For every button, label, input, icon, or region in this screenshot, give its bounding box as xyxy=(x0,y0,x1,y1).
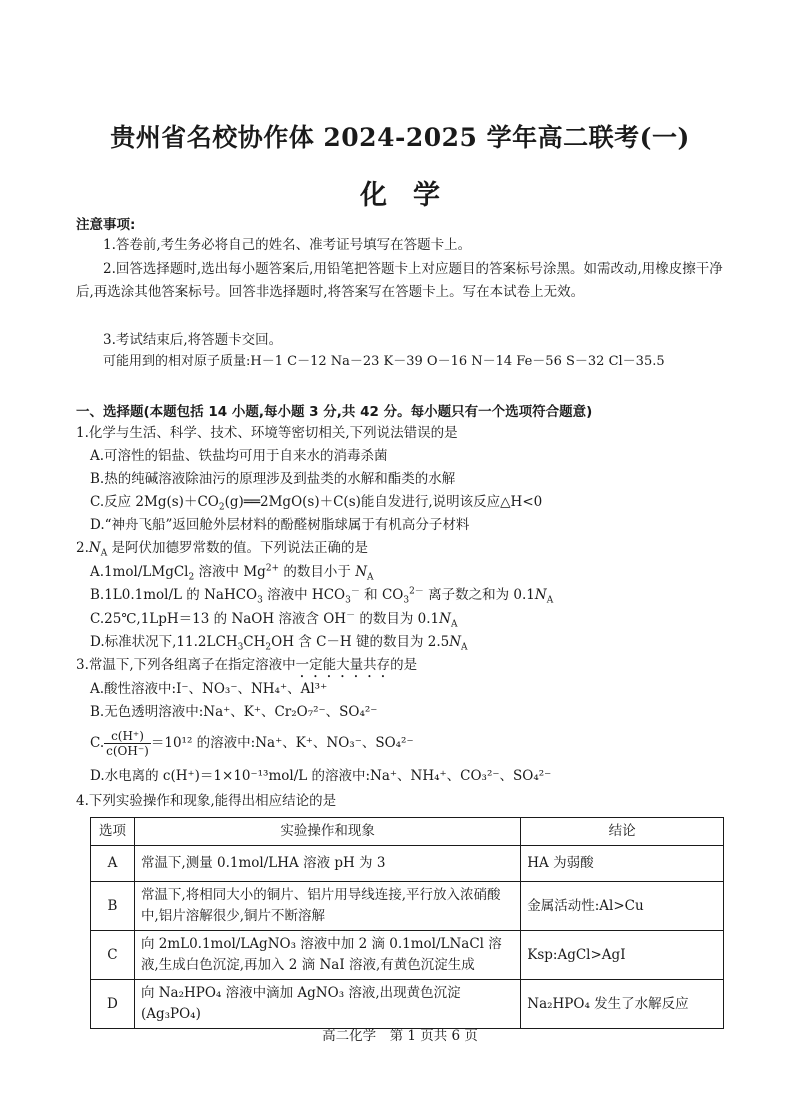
table-cell-option: A xyxy=(91,846,135,882)
notice-item-1: 1.答卷前,考生务必将自己的姓名、准考证号填写在答题卡上。 xyxy=(103,237,472,253)
q1-stem: 1.化学与生活、科学、技术、环境等密切相关,下列说法错误的是 xyxy=(76,425,458,441)
table-header-conclusion: 结论 xyxy=(521,818,724,846)
table-cell-operation: 向 2mL0.1mol/LAgNO₃ 溶液中加 2 滴 0.1mol/LNaCl 溶液,生成白色沉淀,再加入 2 滴 NaI 溶液,有黄色沉淀生成 xyxy=(134,931,520,980)
page-footer: 高二化学 第 1 页共 6 页 xyxy=(322,1028,478,1044)
table-cell-option: D xyxy=(91,980,135,1029)
q3-stem: 3.常温下,下列各组离子在指定溶液中一定能大量共存的是 xyxy=(76,657,418,673)
q1-option-a: A.可溶性的铝盐、铁盐均可用于自来水的消毒杀菌 xyxy=(90,448,388,464)
q3-option-b: B.无色透明溶液中:Na⁺、K⁺、Cr₂O₇²⁻、SO₄²⁻ xyxy=(90,704,378,720)
q1-option-d: D.“神舟飞船”返回舱外层材料的酚醛树脂球属于有机高分子材料 xyxy=(90,517,470,533)
q2-option-c: C.25℃,1LpH＝13 的 NaOH 溶液含 OH－ 的数目为 $0.1N_A$ xyxy=(90,610,458,630)
q2-option-d: D.标准状况下$,11.2LCH_3CH_2OH$ 含 C－H 键的数目为 $2.5N_A$ xyxy=(90,634,468,653)
table-row xyxy=(91,846,724,882)
notice-item-2: 2.回答选择题时,选出每小题答案后,用铅笔把答题卡上对应题目的答案标号涂黑。如需改动,用橡皮擦干净后,再选涂其他答案标号。回答非选择题时,将答案写在答题卡上。写在本试卷上无效。 xyxy=(76,261,723,300)
table-row xyxy=(91,980,724,1029)
q3-option-a: A.酸性溶液中:I⁻、NO₃⁻、NH₄⁺、Al³⁺ xyxy=(90,681,328,697)
table-row xyxy=(91,931,724,980)
experiment-table xyxy=(90,817,724,1029)
notice-heading: 注意事项: xyxy=(76,217,136,233)
q4-stem: 4.下列实验操作和现象,能得出相应结论的是 xyxy=(76,793,337,809)
exam-title: 贵州省名校协作体 2024-2025 学年高二联考(一) xyxy=(110,123,690,152)
q1-option-b: B.热的纯碱溶液除油污的原理涉及到盐类的水解和酯类的水解 xyxy=(90,471,456,487)
table-cell-option: C xyxy=(91,931,135,980)
table-cell-operation: 常温下,将相同大小的铜片、铝片用导线连接,平行放入浓硝酸中,铝片溶解很少,铜片不断溶解 xyxy=(134,882,520,931)
q3-emphasis: 一定能大量共存 xyxy=(295,657,391,673)
q3-option-c: C. $\frac{c(H^+)}{c(OH^-)}$ ＝10¹² 的溶液中:Na⁺、K⁺、NO₃⁻、SO₄²⁻ xyxy=(90,729,414,758)
table-cell-operation: 向 Na₂HPO₄ 溶液中滴加 AgNO₃ 溶液,出现黄色沉淀(Ag₃PO₄) xyxy=(134,980,520,1029)
table-cell-conclusion: 金属活动性:Al>Cu xyxy=(521,882,724,931)
q2-option-b: B.1L0.1mol/L 的 NaHCO$_3$ 溶液中 $HCO_3^-$ 和 $CO_3^{2-}$ 离子数之和为 $0.1N_A$ xyxy=(90,586,554,606)
table-cell-operation: 常温下,测量 0.1mol/LHA 溶液 pH 为 3 xyxy=(134,846,520,882)
table-cell-conclusion: HA 为弱酸 xyxy=(521,846,724,882)
table-row xyxy=(91,882,724,931)
table-cell-conclusion: Na₂HPO₄ 发生了水解反应 xyxy=(521,980,724,1029)
q3-fraction: $\frac{c(H^+)}{c(OH^-)}$ xyxy=(106,729,149,758)
table-cell-conclusion: Ksp:AgCl>AgI xyxy=(521,931,724,980)
section-heading: 一、选择题(本题包括 14 小题,每小题 3 分,共 42 分。每小题只有一个选项符合题意) xyxy=(76,404,593,420)
notice-item-3: 3.考试结束后,将答题卡交回。 xyxy=(103,332,283,348)
q3-option-d: D.水电离的 c(H⁺)＝1×10⁻¹³mol/L 的溶液中:Na⁺、NH₄⁺、CO₃²⁻、SO₄²⁻ xyxy=(90,768,552,784)
table-cell-option: B xyxy=(91,882,135,931)
table-header-option: 选项 xyxy=(91,818,135,846)
subject-title: 化学 xyxy=(360,180,466,211)
table-header-operation: 实验操作和现象 xyxy=(134,818,520,846)
q2-option-a: A.1mol/LMgCl$_2$ 溶液中 $Mg^{2+}$ 的数目小于 $N_A$ xyxy=(90,563,374,583)
q2-stem: $2.N_A$ 是阿伏加德罗常数的值。下列说法正确的是 xyxy=(76,540,368,559)
q1-option-c: C.反应 $2Mg(s)+CO_2(g)══2MgO(s)+C(s)$能自发进行,说明该反应△H<0 xyxy=(90,494,543,513)
atomic-masses: 可能用到的相对原子质量:H－1 C－12 Na－23 K－39 O－16 N－14 Fe－56 S－32 Cl－35.5 xyxy=(103,354,665,369)
table-header-row xyxy=(91,818,724,846)
